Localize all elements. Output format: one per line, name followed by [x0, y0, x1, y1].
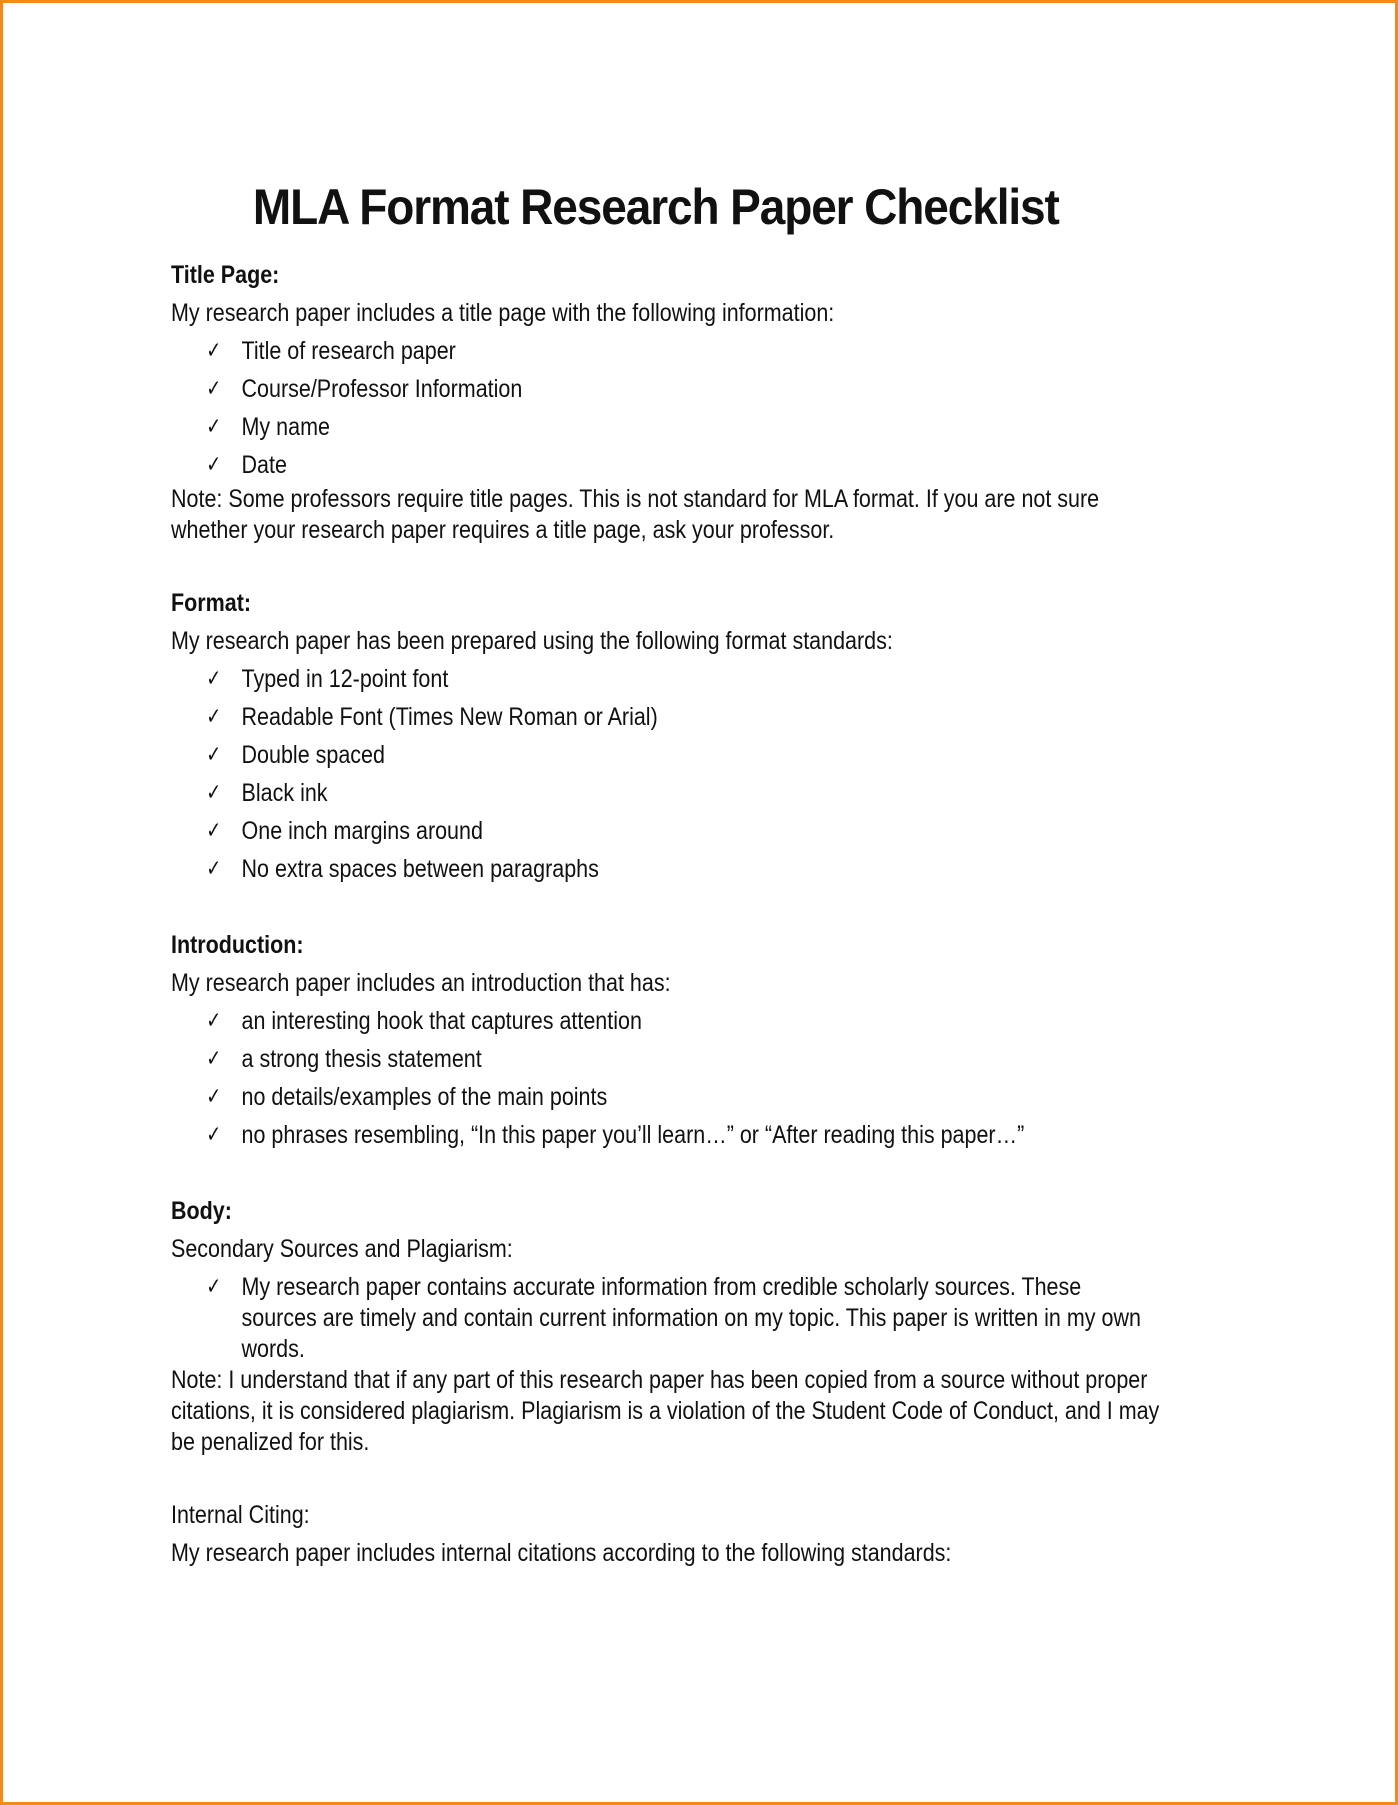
section-note-line: citations, it is considered plagiarism. Plagiarism is a violation of the Student Code of Conduct, and I may	[171, 1397, 1160, 1425]
section-heading: Introduction:	[171, 931, 304, 959]
checklist-item	[206, 850, 1246, 888]
checkmark-icon: ✓	[206, 1122, 222, 1148]
checklist	[171, 332, 1246, 484]
checkmark-icon: ✓	[206, 452, 222, 478]
checklist-item	[206, 1268, 1246, 1365]
checkmark-icon: ✓	[206, 704, 222, 730]
checklist	[171, 1002, 1246, 1154]
section-subheading: Secondary Sources and Plagiarism:	[171, 1235, 513, 1263]
checklist-item	[206, 660, 1246, 698]
section-intro: My research paper includes a title page with the following information:	[171, 299, 835, 327]
checklist-item-text: an interesting hook that captures attention	[241, 1007, 642, 1035]
section-title-page	[171, 256, 1246, 546]
checkmark-icon: ✓	[206, 1084, 222, 1110]
checklist-item-text: Title of research paper	[241, 337, 456, 365]
section-gap	[171, 1154, 1246, 1192]
checklist-item-text: Readable Font (Times New Roman or Arial)	[241, 703, 658, 731]
section-note-line: Note: Some professors require title pages. This is not standard for MLA format. If you are not sure	[171, 485, 1100, 513]
checklist-item-line: sources are timely and contain current information on my topic. This paper is written in my own	[241, 1304, 1141, 1332]
checklist	[171, 660, 1246, 888]
checklist-item-text: Date	[241, 451, 287, 479]
checkmark-icon: ✓	[206, 376, 222, 402]
document-title: MLA Format Research Paper Checklist	[252, 179, 1059, 235]
checklist-item	[206, 1002, 1246, 1040]
checklist-item-text: One inch margins around	[241, 817, 483, 845]
section-heading: Format:	[171, 589, 252, 617]
checkmark-icon: ✓	[206, 1274, 222, 1300]
checkmark-icon: ✓	[206, 742, 222, 768]
document-body	[171, 179, 1251, 1572]
checklist-item-text: no phrases resembling, “In this paper you’ll learn…” or “After reading this paper…”	[241, 1121, 1025, 1149]
section-intro: My research paper includes an introduction that has:	[171, 969, 671, 997]
section-gap	[171, 1458, 1246, 1496]
checklist-item-text: Course/Professor Information	[241, 375, 523, 403]
checkmark-icon: ✓	[206, 1046, 222, 1072]
checklist-item	[206, 812, 1246, 850]
section-heading: Body:	[171, 1197, 232, 1225]
checkmark-icon: ✓	[206, 338, 222, 364]
checklist-item	[206, 1116, 1246, 1154]
section-gap	[171, 546, 1246, 584]
checklist-item-text	[242, 1268, 1246, 1365]
checklist-item	[206, 446, 1246, 484]
section-internal-citing	[171, 1496, 1246, 1572]
checklist-item-text: Typed in 12-point font	[241, 665, 449, 693]
section-heading: Internal Citing:	[171, 1501, 310, 1529]
document-text	[171, 256, 1246, 1572]
checklist-item-line: words.	[241, 1335, 305, 1363]
checklist-item-text: My name	[241, 413, 330, 441]
section-heading: Title Page:	[171, 261, 280, 289]
section-intro: My research paper includes internal citations according to the following standards:	[171, 1539, 952, 1567]
section-format	[171, 584, 1246, 888]
checklist-item	[206, 1078, 1246, 1116]
checklist-item-line: My research paper contains accurate information from credible scholarly sources. These	[241, 1273, 1082, 1301]
section-body	[171, 1192, 1246, 1458]
checklist-item	[206, 1040, 1246, 1078]
section-note-line: whether your research paper requires a title page, ask your professor.	[171, 516, 835, 544]
checklist-item	[206, 698, 1246, 736]
checkmark-icon: ✓	[206, 666, 222, 692]
checklist-item	[206, 736, 1246, 774]
checkmark-icon: ✓	[206, 1008, 222, 1034]
checklist-item-text: Black ink	[241, 779, 328, 807]
checkmark-icon: ✓	[206, 856, 222, 882]
checklist-item-text: Double spaced	[241, 741, 385, 769]
checklist-item	[206, 774, 1246, 812]
checklist-item-text: No extra spaces between paragraphs	[241, 855, 599, 883]
checkmark-icon: ✓	[206, 818, 222, 844]
checklist-item	[206, 408, 1246, 446]
checkmark-icon: ✓	[206, 414, 222, 440]
section-intro: My research paper has been prepared using the following format standards:	[171, 627, 893, 655]
section-note-line: be penalized for this.	[171, 1428, 370, 1456]
checklist-item-text: no details/examples of the main points	[241, 1083, 608, 1111]
checklist-item-text: a strong thesis statement	[241, 1045, 482, 1073]
checklist	[171, 1268, 1246, 1365]
section-gap	[171, 888, 1246, 926]
checkmark-icon: ✓	[206, 780, 222, 806]
checklist-item	[206, 332, 1246, 370]
section-introduction	[171, 926, 1246, 1154]
checklist-item	[206, 370, 1246, 408]
section-note-line: Note: I understand that if any part of this research paper has been copied from a source without proper	[171, 1366, 1148, 1394]
